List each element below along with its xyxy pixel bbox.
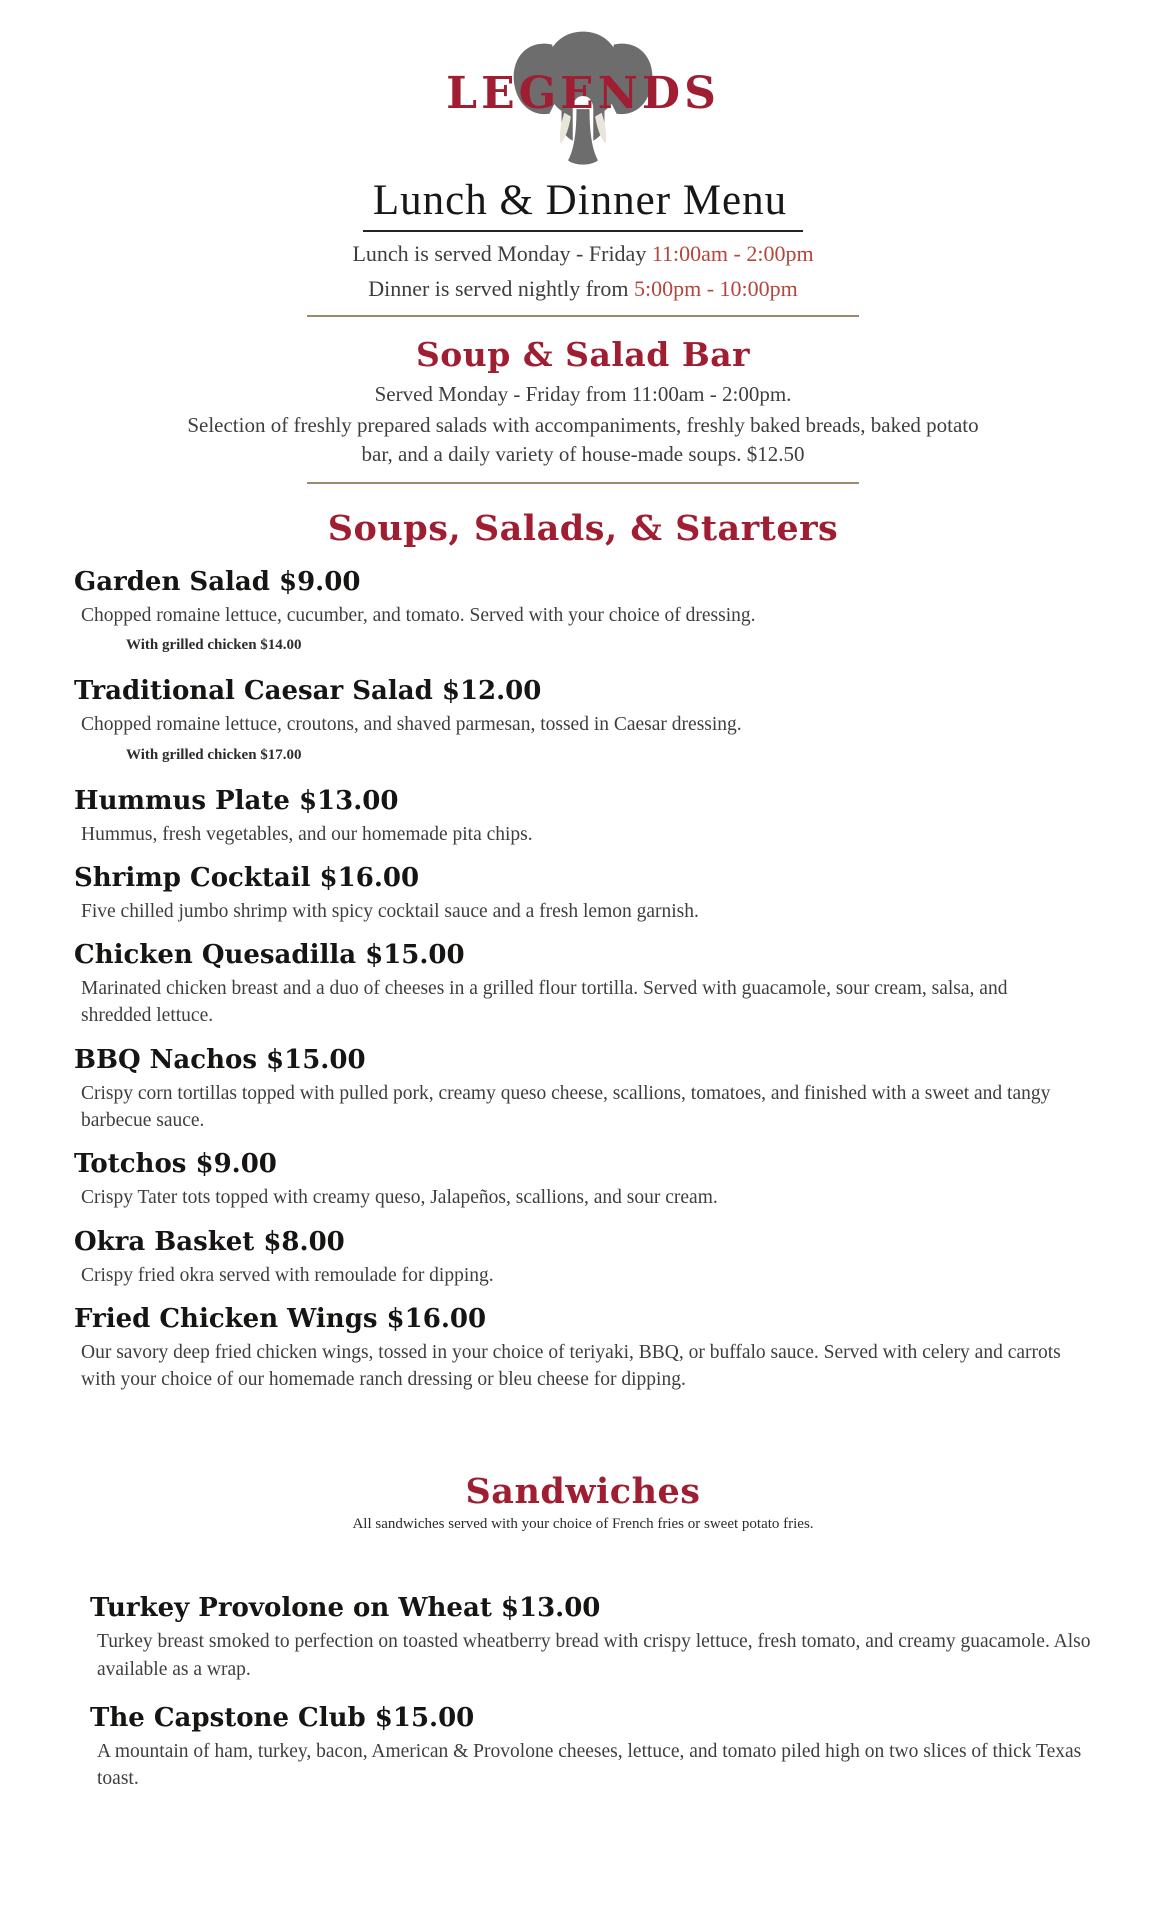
menu-item-garden-salad <box>74 567 1110 654</box>
item-addon: With grilled chicken $14.00 <box>126 637 302 654</box>
item-name: Totchos $9.00 <box>74 1149 277 1180</box>
sandwiches-section <box>0 1471 1166 1792</box>
section-heading-sandwiches: Sandwiches <box>465 1471 701 1513</box>
sandwiches-note: All sandwiches served with your choice of French fries or sweet potato fries. <box>352 1516 814 1533</box>
item-description: Crispy corn tortillas topped with pulled pork, creamy queso cheese, scallions, tomatoes, and finished with a sweet and tangy barbecue sauce. <box>81 1082 1051 1131</box>
dinner-hours-time: 5:00pm - 10:00pm <box>634 276 798 301</box>
menu-item-shrimp-cocktail <box>74 863 1110 925</box>
menu-item-hummus-plate <box>74 786 1110 848</box>
item-description: Crispy Tater tots topped with creamy queso, Jalapeños, scallions, and sour cream. <box>81 1187 718 1209</box>
section-heading-soup-salad-bar: Soup & Salad Bar <box>415 335 751 374</box>
item-name: Chicken Quesadilla $15.00 <box>74 940 465 971</box>
starters-list <box>0 567 1166 1394</box>
soup-salad-description: Selection of freshly prepared salads with accompaniments, freshly baked breads, baked potato bar, and a daily variety of house-made soups. $12.50 <box>187 412 979 466</box>
page-title-text: Lunch & Dinner Menu <box>363 176 803 232</box>
menu-item-turkey-provolone <box>90 1593 1110 1683</box>
item-name: Turkey Provolone on Wheat $13.00 <box>90 1593 601 1624</box>
item-description: A mountain of ham, turkey, bacon, American & Provolone cheeses, lettuce, and tomato piled high on two slices of thick Texas toast. <box>97 1741 1082 1790</box>
item-name: BBQ Nachos $15.00 <box>74 1044 366 1075</box>
item-description: Our savory deep fried chicken wings, tossed in your choice of teriyaki, BBQ, or buffalo sauce. Served with celery and carrots with your choice of our homemade ranch dressing or bleu cheese for dipping. <box>81 1341 1061 1391</box>
menu-item-fried-chicken-wings <box>74 1304 1110 1394</box>
dinner-hours-prefix: Dinner is served nightly from <box>368 276 634 301</box>
item-name: Traditional Caesar Salad $12.00 <box>74 676 542 707</box>
menu-item-caesar-salad <box>74 676 1110 763</box>
item-description: Chopped romaine lettuce, cucumber, and tomato. Served with your choice of dressing. <box>81 604 756 626</box>
item-description: Five chilled jumbo shrimp with spicy cocktail sauce and a fresh lemon garnish. <box>81 900 699 922</box>
item-addon: With grilled chicken $17.00 <box>126 746 302 763</box>
item-name: Okra Basket $8.00 <box>74 1226 345 1257</box>
section-heading-starters: Soups, Salads, & Starters <box>327 507 839 549</box>
item-description: Hummus, fresh vegetables, and our homemade pita chips. <box>81 823 533 845</box>
restaurant-logo <box>393 26 773 166</box>
menu-item-capstone-club <box>90 1703 1110 1793</box>
menu-item-okra-basket <box>74 1227 1110 1289</box>
item-description: Marinated chicken breast and a duo of cheeses in a grilled flour tortilla. Served with guacamole, sour cream, salsa, and shredded lettuce. <box>81 978 1008 1027</box>
brand-name: LEGENDS <box>446 68 720 119</box>
item-name: Hummus Plate $13.00 <box>74 785 399 816</box>
menu-item-totchos <box>74 1149 1110 1211</box>
lunch-hours-line <box>0 241 1166 267</box>
menu-item-bbq-nachos <box>74 1045 1110 1135</box>
item-description: Chopped romaine lettuce, croutons, and shaved parmesan, tossed in Caesar dressing. <box>81 714 742 736</box>
item-name: The Capstone Club $15.00 <box>90 1703 475 1734</box>
sandwiches-list <box>0 1593 1166 1792</box>
menu-item-chicken-quesadilla <box>74 940 1110 1030</box>
divider-top <box>307 315 859 317</box>
page-title <box>0 176 1166 232</box>
lunch-hours-prefix: Lunch is served Monday - Friday <box>352 241 652 266</box>
item-description: Crispy fried okra served with remoulade for dipping. <box>81 1264 494 1286</box>
dinner-hours-line <box>0 276 1166 302</box>
item-description: Turkey breast smoked to perfection on toasted wheatberry bread with crispy lettuce, fresh tomato, and creamy guacamole. Also available as a wrap. <box>97 1631 1091 1680</box>
item-name: Shrimp Cocktail $16.00 <box>74 862 420 893</box>
divider-middle <box>307 482 859 484</box>
item-name: Fried Chicken Wings $16.00 <box>74 1303 487 1334</box>
lunch-hours-time: 11:00am - 2:00pm <box>651 241 814 266</box>
item-name: Garden Salad $9.00 <box>74 566 361 597</box>
soup-salad-served-line: Served Monday - Friday from 11:00am - 2:00pm. <box>374 382 792 406</box>
